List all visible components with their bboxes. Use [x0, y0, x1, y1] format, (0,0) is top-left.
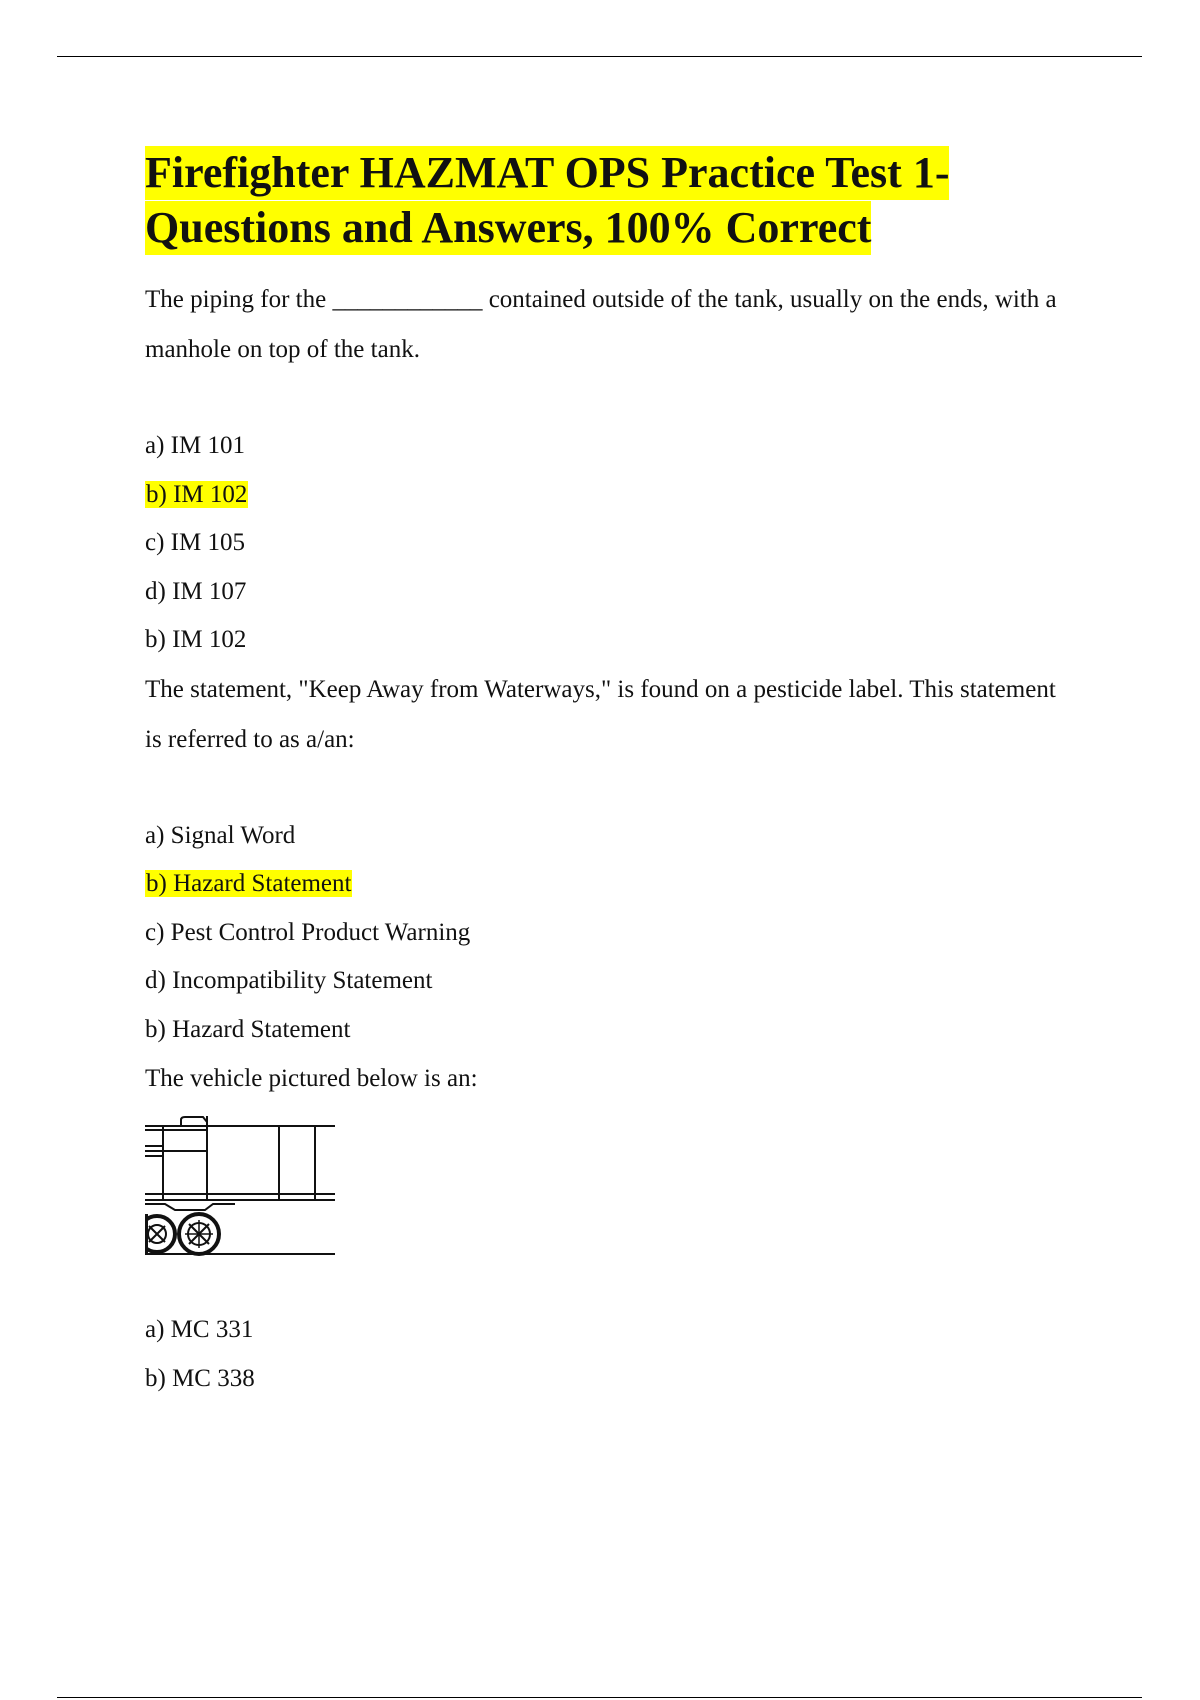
intermodal-tank-trailer-drawing-icon [145, 1114, 335, 1256]
question-2-options [145, 812, 1075, 1006]
question-1-option-a: a) IM 101 [145, 432, 245, 459]
question-1-option-d: d) IM 107 [145, 577, 247, 605]
document-title [145, 145, 1075, 255]
document-body [145, 145, 1075, 1403]
question-1-option-b: b) IM 102 [146, 480, 248, 508]
title-line-2: Questions and Answers, 100% Correct [145, 201, 871, 255]
question-2-option-d: d) Incompatibility Statement [145, 967, 433, 994]
question-3-option-a: a) MC 331 [145, 1316, 254, 1343]
title-line-1: Firefighter HAZMAT OPS Practice Test 1- [145, 146, 949, 200]
header-rule [57, 56, 1142, 57]
question-2-option-a: a) Signal Word [145, 821, 296, 849]
question-1-answer: b) IM 102 [145, 626, 247, 653]
question-2-answer: b) Hazard Statement [145, 1015, 351, 1043]
question-3-option-b: b) MC 338 [145, 1364, 255, 1392]
question-2-option-b: b) Hazard Statement [146, 870, 352, 897]
question-1-text: The piping for the ____________ contained outside of the tank, usually on the ends, with a manhole on top of the tank. [145, 286, 1057, 363]
question-2-option-c: c) Pest Control Product Warning [145, 918, 471, 946]
footer-rule [57, 1697, 1142, 1698]
question-2-text: The statement, "Keep Away from Waterways," is found on a pesticide label. This statement is referred to as a/an: [145, 675, 1056, 753]
question-3-text: The vehicle pictured below is an: [145, 1065, 478, 1092]
question-1-options [145, 422, 1075, 616]
question-1-option-c: c) IM 105 [145, 529, 245, 556]
question-3-options [145, 1306, 1075, 1403]
